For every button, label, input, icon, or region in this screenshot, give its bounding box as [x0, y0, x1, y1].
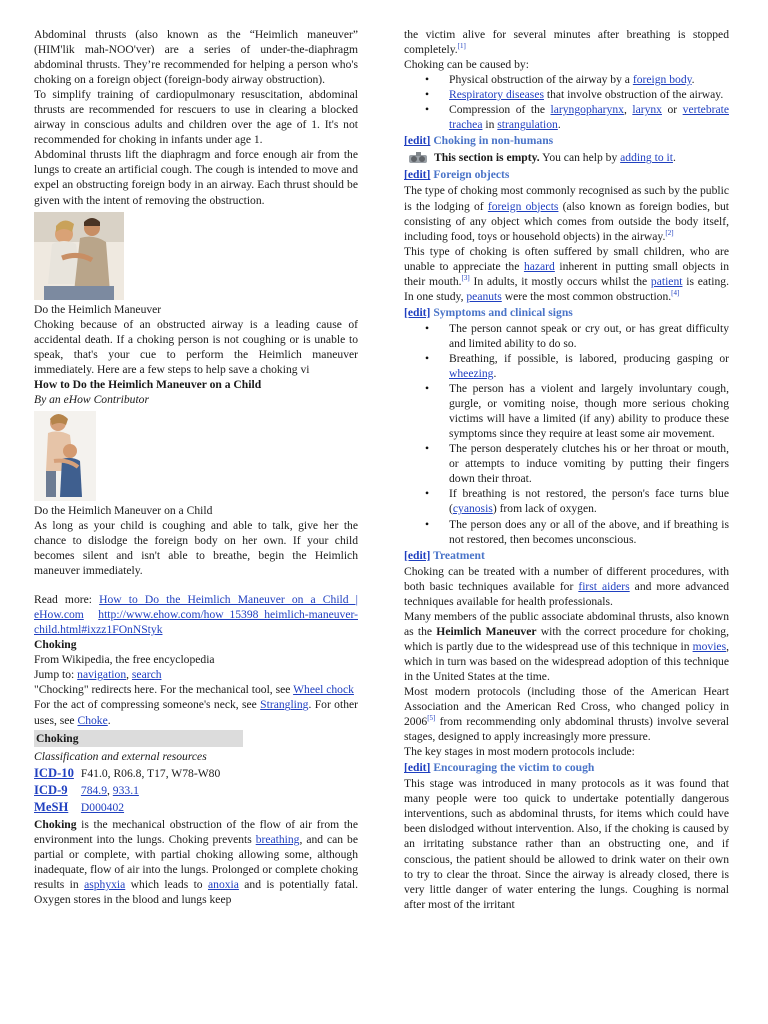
from-wikipedia: From Wikipedia, the free encyclopedia [34, 653, 215, 667]
jump-search-link[interactable]: search [131, 668, 162, 682]
jump-to [34, 667, 358, 682]
list-item: • The person has a violent and largely involuntary cough, gurgle, or vomiting noise, though more serious choking victims will have a limited (if any) ability to produce these symptoms since they require at least some air movement. [449, 381, 729, 441]
section-heading-nonhumans [404, 133, 729, 148]
definition-text-b: , and can be partial or complete, with partial choking allowing some, although inadequate, flow of air into the lungs. Prolonged or complete choking results in [34, 832, 358, 891]
tr2-text-a: Many members of the public associate abdominal thrusts, also known as the [404, 609, 729, 638]
cause-end: . [691, 73, 695, 87]
ref-1[interactable]: [1] [457, 42, 466, 51]
byline: By an eHow Contributor [34, 392, 149, 406]
infobox-subtitle: Classification and external resources [34, 749, 207, 763]
fo-text-b: (also known as foreign bodies, but consisting of any object which comes from outside the body itself, including food, toys or household objects) in the airway. [404, 199, 730, 243]
section-heading-symptoms [404, 305, 729, 320]
foreign-objects-paragraph-2 [404, 244, 729, 304]
stub-end: . [672, 151, 676, 165]
strangulation-link[interactable]: strangulation [497, 118, 558, 132]
first-aiders-link[interactable]: first aiders [578, 579, 630, 593]
list-item [449, 87, 729, 102]
heimlich-adult-photo [34, 212, 124, 300]
anoxia-link[interactable]: anoxia [208, 877, 239, 891]
asphyxia-link[interactable]: asphyxia [84, 877, 126, 891]
causes-list [404, 72, 729, 132]
cause-text: Physical obstruction of the airway by a [449, 73, 633, 87]
symptom-text: If breathing is not restored, the person's face turns blue ( [449, 487, 729, 516]
ref-5[interactable]: [5] [427, 714, 436, 723]
strangling-link[interactable]: Strangling [260, 698, 309, 712]
edit-link[interactable]: [edit] [404, 168, 431, 182]
icd9-separator: , [107, 783, 113, 797]
symptoms-list [404, 321, 729, 547]
stub-text: You can help by [539, 151, 621, 165]
cause-end: . [557, 118, 561, 132]
symptom-text: Breathing, if possible, is labored, producing gasping or [449, 351, 729, 365]
caption-child: Do the Heimlich Maneuver on a Child [34, 503, 213, 517]
tr1-text-b: and more advanced techniques available for health professionals. [404, 579, 729, 608]
treatment-paragraph-4: The key stages in most modern protocols include: [404, 745, 635, 759]
mesh-row [34, 800, 358, 815]
definition-term: Choking [34, 817, 77, 831]
section-title: Choking in non-humans [433, 134, 554, 148]
adding-to-it-link[interactable]: adding to it [620, 151, 673, 165]
cause-sep: , [623, 103, 633, 117]
list-item [449, 72, 729, 87]
read-more-url[interactable]: http://www.ehow.com/how_15398_heimlich-maneuver-child.html#ixzz1FOnNStyk [34, 608, 358, 637]
icd10-row [34, 766, 358, 781]
redirect-note [34, 682, 358, 697]
list-item [449, 486, 729, 516]
compress-mid: . For other uses, see [34, 698, 358, 727]
section-title: Treatment [433, 548, 485, 562]
encourage-paragraph: This stage was introduced in many protocols as it was found that many people were too quick to undertake potentially dangerous interventions, such as abdominal thrusts, for items which could have been dislodged without intervention. Also, if the choking is caused by an irritating substance rather than an obstructing one, and if conscious, the patient should be allowed to drink water on their own to try to clear the throat. Since the airway is already closed, there is very little danger of water entering the lungs. Coughing is normal after most of the irritant [404, 777, 729, 911]
ref-2[interactable]: [2] [665, 228, 674, 237]
laryngopharynx-link[interactable]: laryngopharynx [550, 103, 624, 117]
cyanosis-link[interactable]: cyanosis [452, 502, 493, 516]
tr1-text-a: Choking can be treated with a number of different procedures, with both basic techniques available for [404, 564, 729, 593]
larynx-link[interactable]: larynx [632, 103, 662, 117]
mesh-value[interactable]: D000402 [80, 800, 125, 814]
edit-link[interactable]: [edit] [404, 305, 431, 319]
left-column [34, 27, 358, 907]
edit-link[interactable]: [edit] [404, 761, 431, 775]
section-heading-foreign-objects [404, 167, 729, 182]
section-heading-encourage [404, 760, 729, 775]
icd9-value-1[interactable]: 784.9 [80, 783, 107, 797]
jump-label: Jump to: [34, 668, 75, 682]
definition-paragraph [34, 817, 358, 907]
read-more-link[interactable]: How to Do the Heimlich Maneuver on a Child | eHow.com [34, 593, 359, 622]
edit-link[interactable]: [edit] [404, 548, 431, 562]
section-title: Foreign objects [433, 168, 510, 182]
howto-title: How to Do the Heimlich Maneuver on a Child [34, 377, 262, 391]
jump-navigation-link[interactable]: navigation [77, 668, 127, 682]
hazard-link[interactable]: hazard [523, 259, 555, 273]
section-title: Symptoms and clinical signs [433, 305, 573, 319]
cause-sep: in [482, 118, 498, 132]
list-item: • The person desperately clutches his or her throat or mouth, or attempts to induce vomiting by putting their fingers down their throat. [449, 441, 729, 486]
foreign-objects-paragraph-1 [404, 183, 729, 243]
peanuts-link[interactable]: peanuts [466, 289, 502, 303]
right-column [404, 27, 729, 912]
wheezing-link[interactable]: wheezing [449, 367, 494, 381]
icd9-value-2[interactable]: 933.1 [112, 783, 139, 797]
intro-paragraph: Abdominal thrusts (also known as the “Heimlich maneuver” (HIM'lik mah-NOO'ver) are a series of under-the-diaphragm abdominal thrusts. They’re recommended for helping a person who's choking on a foreign object (foreign-body airway obstruction). [34, 28, 358, 87]
definition-text-c: which leads to [125, 877, 208, 891]
symptom-end: . [493, 367, 497, 381]
heimlich-maneuver-term: Heimlich Maneuver [436, 624, 537, 638]
treatment-paragraph-1 [404, 564, 729, 609]
redirect-text: "Chocking" redirects here. For the mechanical tool, see [34, 683, 291, 697]
edit-link[interactable]: [edit] [404, 134, 431, 148]
ref-3[interactable]: [3] [461, 273, 470, 282]
tr3-text-b: from recommending only abdominal thrusts) involve several stages, designed to apply increasingly more pressure. [404, 715, 729, 744]
icd9-key[interactable]: ICD-9 [34, 782, 68, 797]
heimlich-child-photo [34, 411, 96, 501]
victim-text: the victim alive for several minutes after breathing is stopped completely. [404, 28, 729, 57]
treatment-paragraph-3 [404, 684, 729, 744]
fo-text-a: The type of choking most commonly recognised as such by the public is the lodging of [404, 184, 729, 213]
definition-text-a: is the mechanical obstruction of the flow of air from the environment into the lungs. Choking prevents [34, 817, 358, 846]
infobox-title: Choking [34, 730, 243, 747]
stub-icon [408, 151, 428, 165]
list-item: • The person cannot speak or cry out, or has great difficulty and limited ability to do so. [449, 321, 729, 351]
caption-adult: Do the Heimlich Maneuver [34, 302, 162, 316]
tr2-text-c: , which in turn was based on the widespread adoption of this technique in the United States at the time. [404, 639, 729, 683]
choking-cause-paragraph: Choking because of an obstructed airway is a leading cause of accidental death. If a choking person is not coughing or is unable to speak, that's your cue to perform the Heimlich maneuver immediately. Here are a few steps to help save a choking vi [34, 317, 358, 376]
cause-text: that involve obstruction of the airway. [543, 88, 724, 102]
foreign-body-link[interactable]: foreign body [632, 73, 692, 87]
cause-sep: or [661, 103, 683, 117]
movies-link[interactable]: movies [692, 639, 727, 653]
tr2-text-b: with the correct procedure for choking, which is partly due to the widespread use of this technique in [404, 624, 729, 653]
compress-end: . [107, 713, 111, 727]
fo2-text-d: is eating. In one study, [404, 274, 729, 303]
patient-link[interactable]: patient [650, 274, 683, 288]
read-more [34, 592, 358, 637]
fo2-text-c: In adults, it mostly occurs whilst the [469, 274, 651, 288]
icd10-key[interactable]: ICD-10 [34, 765, 74, 780]
ref-4[interactable]: [4] [671, 288, 680, 297]
compress-text: For the act of compressing someone's neck, see [34, 698, 257, 712]
thrusts-paragraph: Abdominal thrusts lift the diaphragm and force enough air from the lungs to create an artificial cough. The cough is intended to move and expel an obstructing foreign body in an airway. Each thrust should be given with the intent of removing the obstruction. [34, 148, 358, 207]
breathing-link[interactable]: breathing [255, 832, 300, 846]
fo2-text-b: inherent in putting small objects in their mouth. [404, 259, 729, 288]
caused-by: Choking can be caused by: [404, 58, 529, 72]
mesh-key[interactable]: MeSH [34, 799, 69, 814]
cpr-paragraph: To simplify training of cardiopulmonary resuscitation, abdominal thrusts are recommended for rescuers to use in clearing a blocked airway in conscious adults and children over the age of 1. It's not recommended for choking in infants under age 1. [34, 88, 358, 147]
symptom-end: ) from lack of oxygen. [492, 502, 597, 516]
stub-bold: This section is empty. [434, 151, 540, 165]
fo2-text-a: This type of choking is often suffered by small children, who are unable to appreciate the [404, 244, 729, 273]
section-heading-treatment [404, 548, 729, 563]
stub-notice [404, 150, 729, 165]
list-item: • The person does any or all of the above, and if breathing is not restored, then becomes unconscious. [449, 517, 729, 547]
fo2-text-e: were the most common obstruction. [501, 289, 672, 303]
icd10-value: F41.0, R06.8, T17, W78-W80 [80, 766, 221, 780]
child-paragraph: As long as your child is coughing and able to talk, give her the chance to dislodge the foreign body on her own. If your child becomes silent and isn't able to breathe, begin the Heimlich maneuver immediately. [34, 518, 358, 578]
choke-link[interactable]: Choke [77, 713, 108, 727]
tr3-text-a: Most modern protocols (including those of the American Heart Association and the American Red Cross, who changed policy in 2006 [404, 685, 729, 729]
jump-separator: , [126, 668, 132, 682]
foreign-objects-link[interactable]: foreign objects [487, 199, 559, 213]
cause-text: Compression of the [449, 103, 551, 117]
disambiguation-note [34, 697, 358, 727]
wheel-chock-link[interactable]: Wheel chock [293, 683, 354, 697]
definition-text-d: and is potentially fatal. Oxygen stores in the blood and lungs keep [34, 877, 358, 907]
icd9-row [34, 783, 358, 798]
vertebrate-trachea-link[interactable]: vertebrate trachea [449, 103, 729, 132]
article-title: Choking [34, 638, 77, 652]
read-more-label: Read more: [34, 593, 92, 607]
section-title: Encouraging the victim to cough [433, 761, 595, 775]
respiratory-diseases-link[interactable]: Respiratory diseases [449, 88, 544, 102]
list-item [449, 351, 729, 381]
list-item [449, 102, 729, 132]
treatment-paragraph-2 [404, 609, 729, 684]
victim-paragraph [404, 27, 729, 57]
